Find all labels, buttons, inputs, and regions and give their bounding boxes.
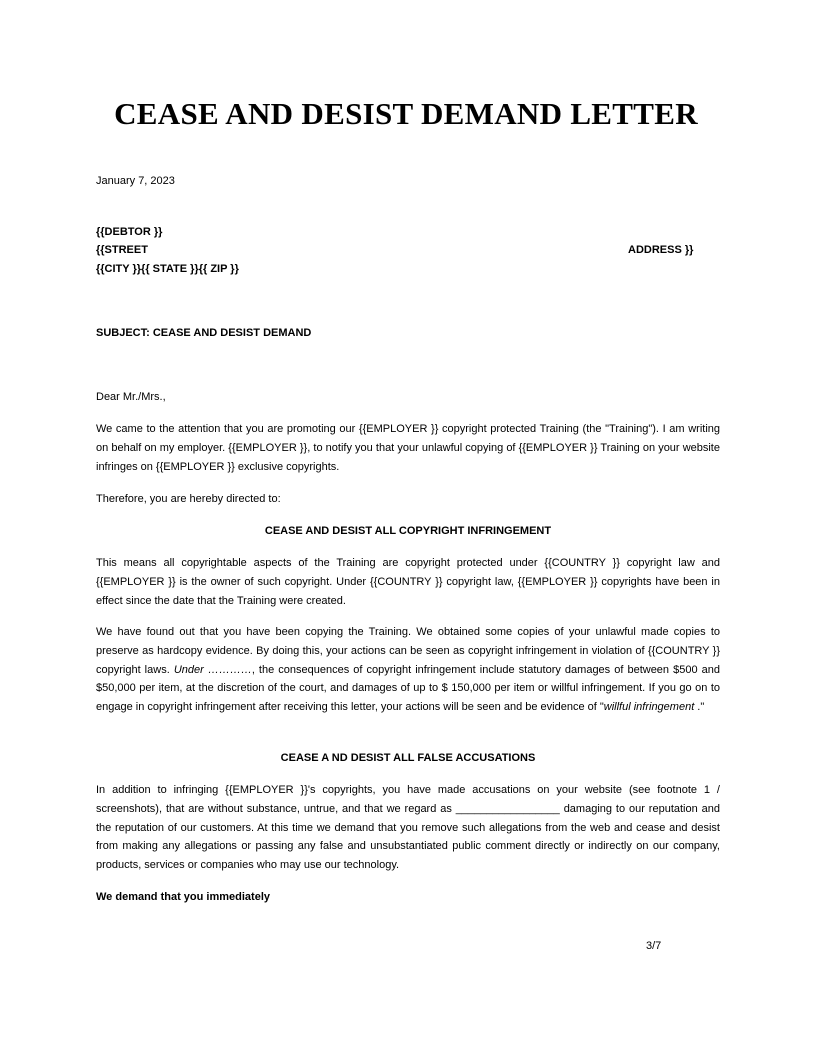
street-placeholder: {{STREET [96, 244, 148, 256]
heading-copyright-infringement: CEASE AND DESIST ALL COPYRIGHT INFRINGEMENT [264, 525, 552, 537]
heading-false-accusations: CEASE A ND DESIST ALL FALSE ACCUSATIONS [280, 752, 536, 764]
paragraph-false-accusations: In addition to infringing {{EMPLOYER }}'s copyrights, you have made accusations on your website (see footnote 1 / screenshots), that are without substance, untrue, and that we regard as _________________ damaging to our reputation and the reputation of our customers. At this time we demand that you remove such allegations from the web and cease and desist from making any allegations or passing any false and unsubstantiated public comment directly or indirectly on our company, products, services or companies who may use our technology. [96, 784, 720, 872]
debtor-placeholder: {{DEBTOR }} [96, 226, 163, 238]
letter-date: January 7, 2023 [96, 175, 175, 187]
letter-subject: SUBJECT: CEASE AND DESIST DEMAND [96, 327, 312, 339]
paragraph-copyright-ownership: This means all copyrightable aspects of the Training are copyright protected under {{COUNTRY }} copyright law and {{EMPLOYER }} is the owner of such copyright. Under {{COUNTRY }} copyright law, {{EMPLOYER }} copyrights have been in effect since the date that the Training were created. [96, 557, 720, 607]
paragraph-intro: We came to the attention that you are promoting our {{EMPLOYER }} copyright protected Training (the "Training"). I am writing on behalf on my employer. {{EMPLOYER }}, to notify you that your unlawful copying of {{EMPLOYER }} Training on your website infringes on {{EMPLOYER }} exclusive copyrights. [96, 423, 720, 473]
paragraph-demand: We demand that you immediately [96, 891, 271, 903]
salutation: Dear Mr./Mrs., [96, 391, 166, 403]
city-state-zip-placeholder: {{CITY }}{{ STATE }}{{ ZIP }} [96, 263, 239, 275]
address-placeholder-end: ADDRESS }} [628, 244, 694, 256]
paragraph-directive: Therefore, you are hereby directed to: [96, 493, 281, 505]
paragraph-infringement-evidence: We have found out that you have been copying the Training. We obtained some copies of your unlawful made copies to preserve as hardcopy evidence. By doing this, your actions can be seen as copyright infringement in violation of {{COUNTRY }} copyright laws. Under …………, the consequences of copyright infringement include statutory damages of between $500 and $50,000 per item, at the discretion of the court, and damages of up to $ 150,000 per item or willful infringement. If you go on to engage in copyright infringement after receiving this letter, your actions will be seen and be evidence of "willful infringement ." [96, 626, 720, 714]
document-title: CEASE AND DESIST DEMAND LETTER [114, 96, 698, 131]
page-number: 3/7 [646, 940, 662, 952]
